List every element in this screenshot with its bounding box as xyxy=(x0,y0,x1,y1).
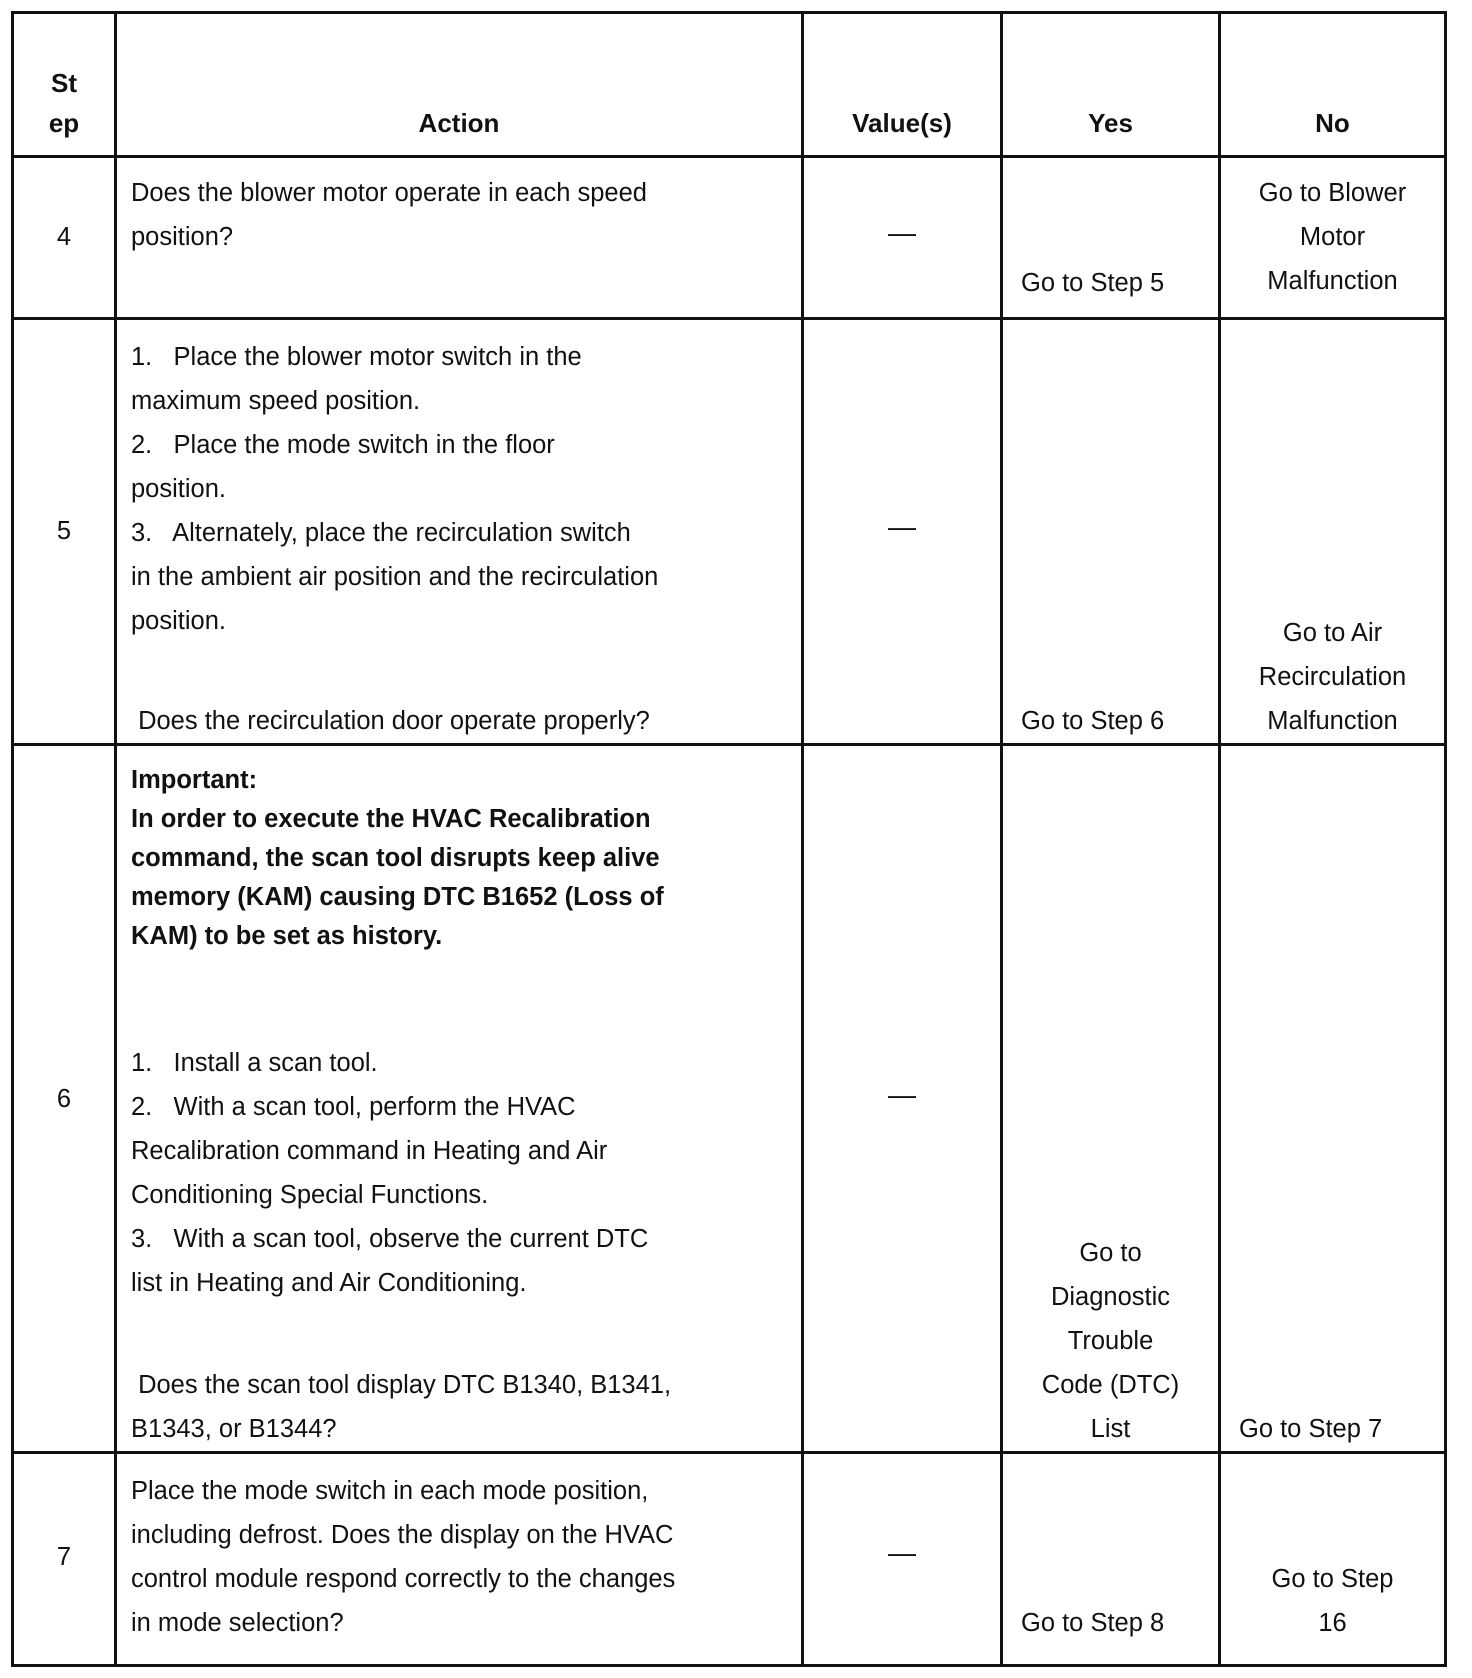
row-divider xyxy=(11,317,1447,320)
header-step xyxy=(14,63,114,143)
step-number: 5 xyxy=(56,517,72,545)
no-line: Recirculation xyxy=(1258,663,1407,691)
action-cell xyxy=(131,1041,797,1305)
important-line: memory (KAM) causing DTC B1652 (Loss of xyxy=(131,883,664,911)
diagnostic-table xyxy=(11,11,1447,1667)
action-line: Place the mode switch in each mode position, xyxy=(131,1477,649,1505)
action-line: Recalibration command in Heating and Air xyxy=(131,1137,608,1165)
no-cell xyxy=(1221,171,1444,303)
no-line: Malfunction xyxy=(1267,707,1398,735)
action-line: 3. With a scan tool, observe the current DTC xyxy=(131,1225,649,1253)
yes-cell: Go to Step 5 xyxy=(1021,269,1165,297)
action-line: 1. Install a scan tool. xyxy=(131,1049,378,1077)
table-border-bottom xyxy=(11,1664,1447,1667)
yes-line: Code (DTC) xyxy=(1041,1371,1180,1399)
row-divider xyxy=(11,155,1447,158)
column-divider xyxy=(114,11,117,1667)
no-cell xyxy=(1221,611,1444,743)
action-line: control module respond correctly to the changes xyxy=(131,1565,676,1593)
value-cell xyxy=(804,1531,1000,1575)
value-cell xyxy=(804,211,1000,255)
value-cell xyxy=(804,505,1000,549)
value-dash: — xyxy=(888,217,916,248)
action-line: position. xyxy=(131,607,226,635)
action-line: maximum speed position. xyxy=(131,387,421,415)
action-line: including defrost. Does the display on the HVAC xyxy=(131,1521,674,1549)
action-line: list in Heating and Air Conditioning. xyxy=(131,1269,527,1297)
yes-line: List xyxy=(1090,1415,1131,1443)
yes-cell: Go to Step 8 xyxy=(1021,1609,1165,1637)
header-values: Value(s) xyxy=(852,108,952,138)
action-cell xyxy=(131,171,791,259)
important-line: In order to execute the HVAC Recalibration xyxy=(131,805,651,833)
step-number: 4 xyxy=(56,223,72,251)
action-line: Does the blower motor operate in each speed xyxy=(131,179,647,207)
row-divider xyxy=(11,1451,1447,1454)
yes-line: Trouble xyxy=(1067,1327,1154,1355)
important-line: command, the scan tool disrupts keep alive xyxy=(131,844,660,872)
question-line: Does the recirculation door operate properly? xyxy=(131,707,650,735)
header-action: Action xyxy=(418,108,500,138)
question-line: Does the scan tool display DTC B1340, B1341, xyxy=(131,1371,672,1399)
yes-cell xyxy=(1003,1231,1218,1451)
action-question xyxy=(131,1363,797,1451)
table-border-left xyxy=(11,11,14,1667)
value-dash: — xyxy=(888,1079,916,1110)
important-line: KAM) to be set as history. xyxy=(131,922,443,950)
important-label: Important: xyxy=(131,766,258,794)
no-cell: Go to Step 7 xyxy=(1239,1415,1383,1443)
action-line: 1. Place the blower motor switch in the xyxy=(131,343,582,371)
yes-line: Go to xyxy=(1079,1239,1142,1267)
no-line: Go to Step xyxy=(1271,1565,1394,1593)
value-cell xyxy=(804,1073,1000,1117)
action-cell xyxy=(131,335,797,643)
no-line: Motor xyxy=(1299,223,1366,251)
header-step-line: St xyxy=(51,68,77,98)
step-number: 6 xyxy=(56,1085,72,1113)
action-line: in mode selection? xyxy=(131,1609,344,1637)
important-note xyxy=(131,761,797,956)
no-cell xyxy=(1221,1557,1444,1645)
question-line: B1343, or B1344? xyxy=(131,1415,337,1443)
table-border-right xyxy=(1444,11,1447,1667)
no-line: 16 xyxy=(1318,1609,1347,1637)
row-divider xyxy=(11,743,1447,746)
yes-line: Diagnostic xyxy=(1050,1283,1171,1311)
yes-cell: Go to Step 6 xyxy=(1021,707,1165,735)
action-line: 2. Place the mode switch in the floor xyxy=(131,431,555,459)
no-line: Go to Air xyxy=(1282,619,1383,647)
action-line: position. xyxy=(131,475,226,503)
action-cell xyxy=(131,1469,797,1645)
column-divider xyxy=(801,11,804,1667)
step-number: 7 xyxy=(56,1543,72,1571)
no-line: Go to Blower xyxy=(1258,179,1407,207)
action-line: position? xyxy=(131,223,234,251)
value-dash: — xyxy=(888,1537,916,1568)
header-yes: Yes xyxy=(1088,108,1133,138)
action-question xyxy=(131,699,797,743)
action-line: in the ambient air position and the recirculation xyxy=(131,563,659,591)
action-line: 3. Alternately, place the recirculation switch xyxy=(131,519,631,547)
header-step-line: ep xyxy=(48,108,80,138)
action-line: Conditioning Special Functions. xyxy=(131,1181,489,1209)
table-border-top xyxy=(11,11,1447,14)
header-no: No xyxy=(1315,108,1350,138)
action-line: 2. With a scan tool, perform the HVAC xyxy=(131,1093,576,1121)
value-dash: — xyxy=(888,511,916,542)
no-line: Malfunction xyxy=(1267,267,1398,295)
